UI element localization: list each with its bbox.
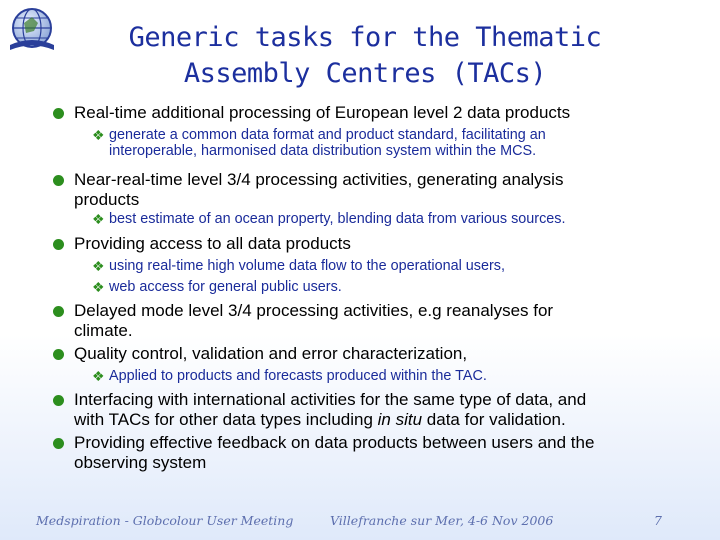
bullet-dot-icon [53, 349, 64, 360]
bullet-item [74, 344, 467, 364]
sub-bullet-item [92, 127, 546, 159]
sub-bullet-item [92, 211, 566, 227]
globe-icon [6, 5, 58, 53]
diamond-bullet-icon: ❖ [92, 127, 105, 143]
bullet-text: with TACs for other data types including in situ data for validation. [74, 410, 566, 429]
sub-bullet-text: best estimate of an ocean property, blending data from various sources. [109, 211, 566, 227]
sub-bullet-item [92, 279, 342, 295]
footer-center: Villefranche sur Mer, 4-6 Nov 2006 [330, 513, 554, 528]
page-title [70, 20, 660, 92]
bullet-dot-icon [53, 395, 64, 406]
bullet-text: climate. [74, 321, 133, 340]
bullet-text: Providing effective feedback on data products between users and the [74, 433, 595, 452]
bullet-item [74, 390, 586, 430]
bullet-text: Real-time additional processing of European level 2 data products [74, 103, 571, 122]
diamond-bullet-icon: ❖ [92, 211, 105, 227]
bullet-item [74, 170, 563, 210]
footer-left: Medspiration - Globcolour User Meeting [36, 513, 294, 528]
bullet-item [74, 301, 553, 341]
bullet-text: Interfacing with international activities for the same type of data, and [74, 390, 587, 409]
bullet-text: Quality control, validation and error characterization, [74, 344, 468, 363]
bullet-text: Delayed mode level 3/4 processing activities, e.g reanalyses for [74, 301, 554, 320]
bullet-text: products [74, 190, 140, 209]
sub-bullet-item [92, 368, 487, 384]
bullet-text: observing system [74, 453, 207, 472]
diamond-bullet-icon: ❖ [92, 368, 105, 384]
bullet-text: Near-real-time level 3/4 processing activities, generating analysis [74, 170, 564, 189]
sub-bullet-text: web access for general public users. [109, 279, 342, 295]
title-line-2: Assembly Centres (TACs) [183, 58, 547, 89]
bullet-item [74, 103, 570, 123]
bullet-dot-icon [53, 438, 64, 449]
globe-logo [6, 5, 58, 53]
bullet-item [74, 433, 594, 473]
bullet-dot-icon [53, 306, 64, 317]
sub-bullet-text: interoperable, harmonised data distribution system within the MCS. [109, 143, 537, 159]
bullet-dot-icon [53, 175, 64, 186]
title-line-1: Generic tasks for the Thematic [128, 22, 602, 53]
sub-bullet-text: generate a common data format and product standard, facilitating an [109, 127, 546, 143]
page-number: 7 [654, 513, 662, 528]
sub-bullet-text: Applied to products and forecasts produced within the TAC. [109, 368, 487, 384]
bullet-dot-icon [53, 108, 64, 119]
sub-bullet-text: using real-time high volume data flow to the operational users, [109, 258, 505, 274]
diamond-bullet-icon: ❖ [92, 258, 105, 274]
bullet-dot-icon [53, 239, 64, 250]
diamond-bullet-icon: ❖ [92, 279, 105, 295]
sub-bullet-item [92, 258, 505, 274]
bullet-item [74, 234, 351, 254]
bullet-text: Providing access to all data products [74, 234, 351, 253]
